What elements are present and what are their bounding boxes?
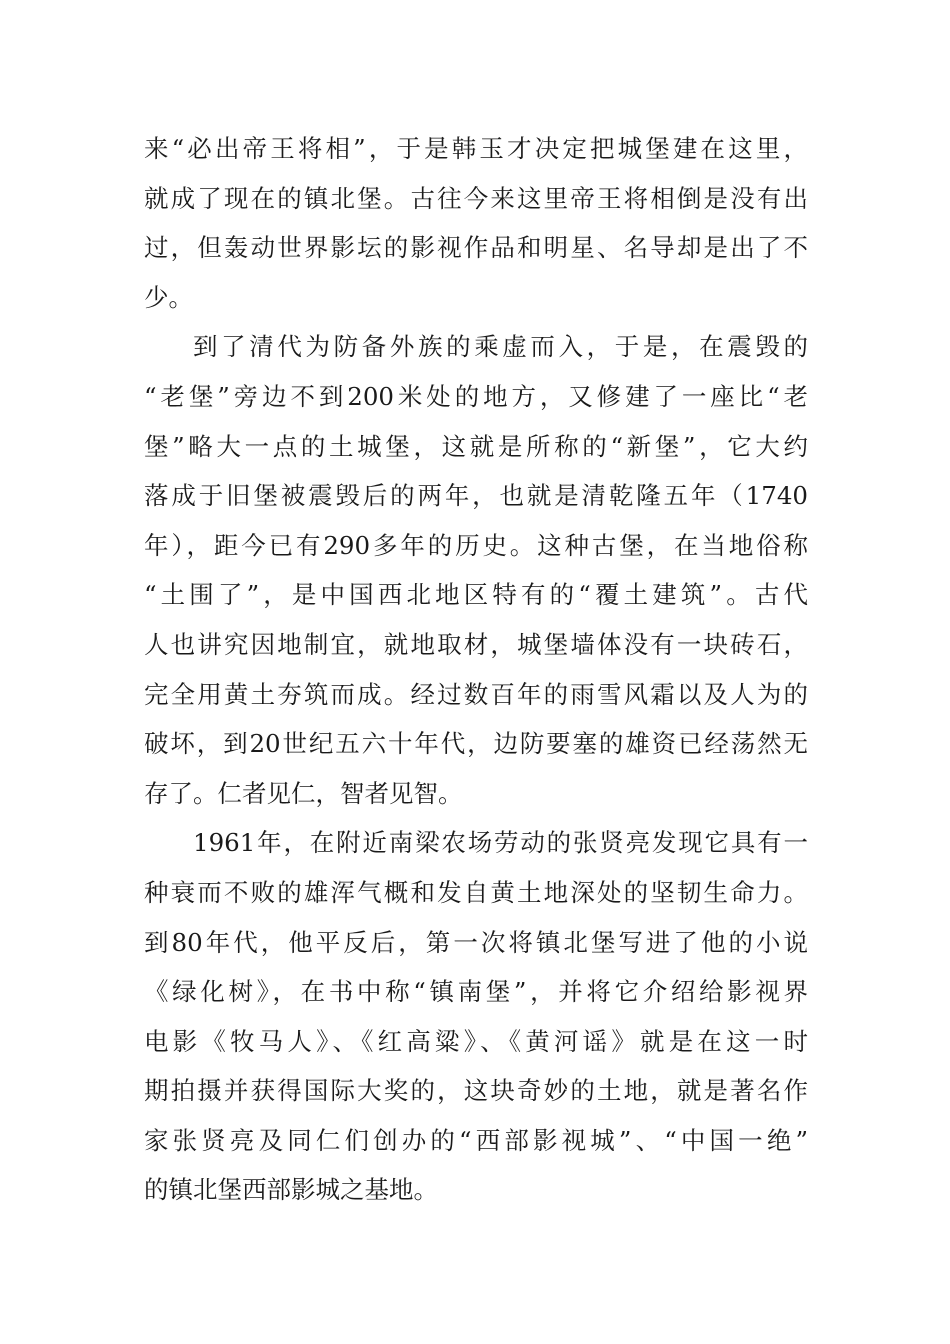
text-line: 完全用黄土夯筑而成。经过数百年的雨雪风霜以及人为的 (144, 679, 808, 709)
text-line: 期拍摄并获得国际大奖的，这块奇妙的土地，就是著名作 (144, 1076, 808, 1106)
text-line: 家张贤亮及同仁们创办的“西部影视城”、“中国一绝” (144, 1125, 808, 1155)
text-line: 到了清代为防备外族的乘虚而入，于是，在震毁的 (193, 332, 808, 362)
text-line: 电影《牧马人》、《红高粱》、《黄河谣》就是在这一时 (144, 1026, 808, 1056)
text-line: 到80年代，他平反后，第一次将镇北堡写进了他的小说 (144, 927, 808, 957)
text-line: 种衰而不败的雄浑气概和发自黄土地深处的坚韧生命力。 (144, 877, 808, 907)
text-line: 年），距今已有290多年的历史。这种古堡，在当地俗称 (144, 530, 808, 560)
text-line: 堡”略大一点的土城堡，这就是所称的“新堡”，它大约 (144, 431, 808, 461)
text-line: 破坏，到20世纪五六十年代，边防要塞的雄资已经荡然无 (144, 729, 808, 759)
text-line: 落成于旧堡被震毁后的两年，也就是清乾隆五年（1740 (144, 481, 808, 511)
text-line: 就成了现在的镇北堡。古往今来这里帝王将相倒是没有出 (144, 183, 808, 213)
text-line: 1961年，在附近南梁农场劳动的张贤亮发现它具有一 (193, 828, 808, 858)
text-line: 存了。仁者见仁，智者见智。 (144, 778, 463, 808)
paragraph (144, 124, 808, 322)
text-line: 人也讲究因地制宜，就地取材，城堡墙体没有一块砖石， (144, 629, 808, 659)
paragraph (144, 818, 808, 1215)
text-line: 的镇北堡西部影城之基地。 (144, 1175, 438, 1205)
text-line: “老堡”旁边不到200米处的地方，又修建了一座比“老 (144, 381, 808, 411)
text-line: 过，但轰动世界影坛的影视作品和明星、名导却是出了不 (144, 233, 808, 263)
body-text (144, 124, 808, 1215)
text-line: 来“必出帝王将相”，于是韩玉才决定把城堡建在这里， (144, 134, 808, 163)
text-line: 《绿化树》，在书中称“镇南堡”，并将它介绍给影视界 (144, 977, 808, 1007)
text-line: “土围了”，是中国西北地区特有的“覆土建筑”。古代 (144, 580, 808, 610)
text-line: 少。 (144, 282, 193, 312)
paragraph (144, 322, 808, 818)
